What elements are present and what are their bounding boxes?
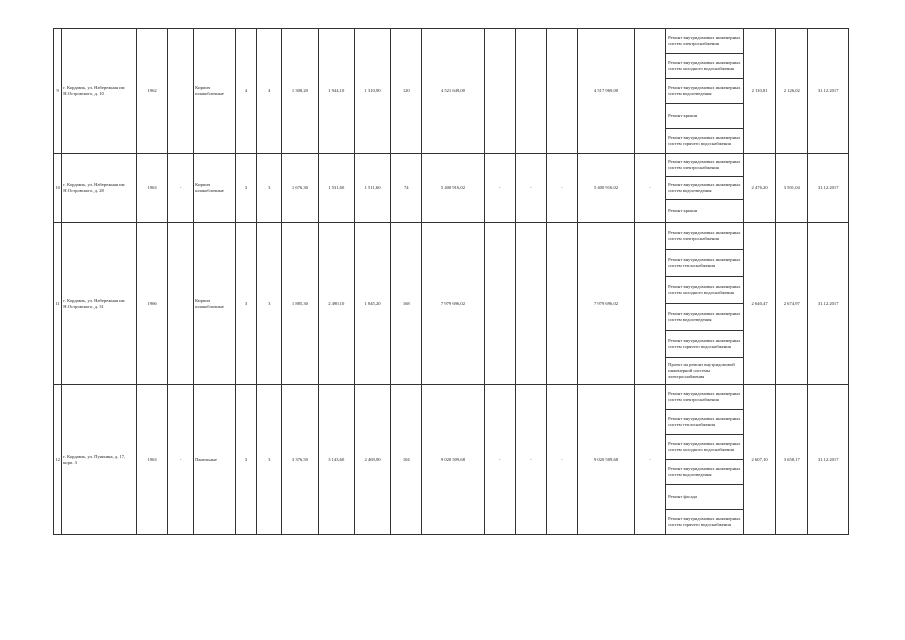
row-work-item: Ремонт внутридомовых инженерных систем холодного водоснабжения	[666, 435, 744, 460]
table-row	[54, 385, 849, 410]
row-year: 1962	[137, 29, 168, 154]
row-wall-type: Кирпич шлакоблочные	[194, 29, 236, 154]
row-work-item: Ремонт внутридомовых инженерных систем теплоснабжения	[666, 410, 744, 435]
row-cost-owners: 5 400 916,02	[577, 154, 634, 223]
row-col-13	[484, 223, 515, 385]
row-col-13: -	[484, 385, 515, 535]
row-col-14: -	[515, 385, 546, 535]
row-floors: 3	[235, 223, 257, 385]
row-area-total: 1 885,30	[282, 223, 318, 385]
row-unit-cost-a: 2 607,10	[744, 385, 776, 535]
row-year: 1963	[137, 154, 168, 223]
row-entrances: 3	[257, 154, 282, 223]
row-number: 9	[54, 29, 62, 154]
row-work-item: Ремонт внутридомовых инженерных систем электроснабжения	[666, 223, 744, 250]
row-area-b: 2 469,90	[354, 385, 390, 535]
row-col-15	[546, 29, 577, 154]
row-work-item: Ремонт внутридомовых инженерных систем горячего водоснабжения	[666, 331, 744, 358]
row-deadline: 31.12.2017	[808, 385, 849, 535]
row-col-15	[546, 223, 577, 385]
row-unit-cost-b: 2 674,97	[776, 223, 808, 385]
row-col-4: -	[168, 385, 194, 535]
row-col-17	[635, 29, 666, 154]
row-cost-owners: 7 979 696,02	[577, 223, 634, 385]
row-work-item: Ремонт внутридомовых инженерных систем теплоснабжения	[666, 250, 744, 277]
row-work-item: Ремонт внутридомовых инженерных систем водоотведения	[666, 304, 744, 331]
row-col-17	[635, 223, 666, 385]
row-area-b: 1 511,60	[354, 154, 390, 223]
table-row	[54, 223, 849, 250]
row-cost-owners: 4 517 969,00	[577, 29, 634, 154]
row-deadline: 31.12.2017	[808, 154, 849, 223]
table-row	[54, 29, 849, 54]
row-wall-type: Панельные	[194, 385, 236, 535]
row-unit-cost-a: 2 476,20	[744, 154, 776, 223]
row-work-item: Ремонт внутридомовых инженерных систем водоотведения	[666, 460, 744, 485]
table-body	[54, 29, 849, 535]
row-address: г. Кордавль, ул. Набережная им Н.Островского, д. 28	[62, 154, 137, 223]
row-unit-cost-a: 2 110,81	[744, 29, 776, 154]
row-wall-type: Кирпич шлакоблочные	[194, 154, 236, 223]
row-col-14: -	[515, 154, 546, 223]
row-address: г. Кордавль, ул. Пушкина, д. 17, корп. 3	[62, 385, 137, 535]
row-address: г. Кордавль, ул. Набережная им Н.Островского, д. 10	[62, 29, 137, 154]
row-work-item: Ремонт внутридомовых инженерных систем электроснабжения	[666, 385, 744, 410]
row-unit-cost-b: 2 126,02	[776, 29, 808, 154]
row-col-14	[515, 223, 546, 385]
row-area-total: 1 308,20	[282, 29, 318, 154]
row-number: 10	[54, 154, 62, 223]
row-work-item: Проект на ремонт внутридомовой инженерной системы электроснабжения	[666, 358, 744, 385]
row-year: 1963	[137, 385, 168, 535]
row-number: 11	[54, 223, 62, 385]
row-area-a: 1 531,60	[318, 154, 354, 223]
row-work-item: Ремонт внутридомовых инженерных систем горячего водоснабжения	[666, 510, 744, 535]
row-area-a: 1 944,10	[318, 29, 354, 154]
row-deadline: 31.12.2017	[808, 29, 849, 154]
row-cost-total: 9 020 509,68	[422, 385, 484, 535]
row-work-item: Ремонт внутридомовых инженерных систем водоотведения	[666, 177, 744, 200]
row-work-item: Ремонт внутридомовых инженерных систем электроснабжения	[666, 29, 744, 54]
row-col-13	[484, 29, 515, 154]
row-col-13: -	[484, 154, 515, 223]
row-cost-owners: 9 020 509,68	[577, 385, 634, 535]
row-area-b: 1 310,90	[354, 29, 390, 154]
row-cost-total: 4 521 649,00	[422, 29, 484, 154]
row-residents: 104	[391, 385, 422, 535]
row-work-item: Ремонт фасада	[666, 485, 744, 510]
row-residents: 74	[391, 154, 422, 223]
row-col-17: -	[635, 154, 666, 223]
row-deadline: 31.12.2017	[808, 223, 849, 385]
row-col-4	[168, 223, 194, 385]
row-col-17: -	[635, 385, 666, 535]
row-floors: 4	[235, 29, 257, 154]
row-col-4	[168, 29, 194, 154]
row-area-total: 3 376,50	[282, 385, 318, 535]
row-entrances: 3	[257, 385, 282, 535]
row-cost-total: 5 400 916,02	[422, 154, 484, 223]
row-unit-cost-b: 3 658,17	[776, 385, 808, 535]
row-floors: 3	[235, 385, 257, 535]
row-work-item: Ремонт крыши	[666, 104, 744, 129]
row-col-4: -	[168, 154, 194, 223]
row-entrances: 3	[257, 223, 282, 385]
row-unit-cost-b: 3 501,04	[776, 154, 808, 223]
row-residents: 120	[391, 29, 422, 154]
row-entrances: 4	[257, 29, 282, 154]
row-unit-cost-a: 2 640,47	[744, 223, 776, 385]
row-year: 1966	[137, 223, 168, 385]
row-area-a: 2 490,10	[318, 223, 354, 385]
row-cost-total: 7 979 696,02	[422, 223, 484, 385]
row-col-15: -	[546, 385, 577, 535]
row-number: 12	[54, 385, 62, 535]
row-work-item: Ремонт внутридомовых инженерных систем электроснабжения	[666, 154, 744, 177]
row-work-item: Ремонт внутридомовых инженерных систем холодного водоснабжения	[666, 277, 744, 304]
row-wall-type: Кирпич шлакоблочные	[194, 223, 236, 385]
row-area-b: 1 845,20	[354, 223, 390, 385]
housing-register-table	[53, 28, 849, 535]
row-work-item: Ремонт внутридомовых инженерных систем водоотведения	[666, 79, 744, 104]
table-row	[54, 154, 849, 177]
row-floors: 3	[235, 154, 257, 223]
row-work-item: Ремонт внутридомовых инженерных систем горячего водоснабжения	[666, 129, 744, 154]
row-col-15: -	[546, 154, 577, 223]
row-work-item: Ремонт крыши	[666, 200, 744, 223]
row-address: г. Кордавль, ул. Набережная им Н.Островского, д. 31	[62, 223, 137, 385]
row-col-14	[515, 29, 546, 154]
row-work-item: Ремонт внутридомовых инженерных систем холодного водоснабжения	[666, 54, 744, 79]
row-area-a: 3 143,60	[318, 385, 354, 535]
row-area-total: 1 676,30	[282, 154, 318, 223]
row-residents: 168	[391, 223, 422, 385]
